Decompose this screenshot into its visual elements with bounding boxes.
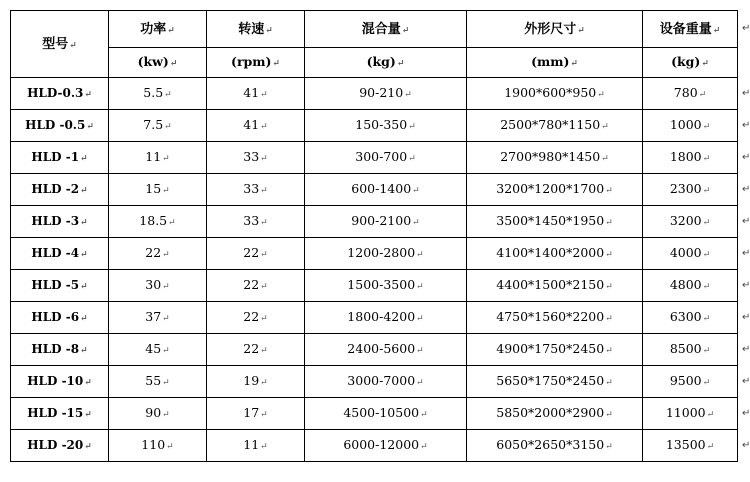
header-speed [207, 11, 305, 48]
paragraph-mark: ↵ [265, 25, 273, 36]
cell-size-value: 3500*1450*1950 [496, 213, 605, 228]
cell-size [467, 238, 643, 270]
cell-size-value: 4750*1560*2200 [496, 309, 605, 324]
cell-model [11, 270, 109, 302]
table-row [11, 206, 738, 238]
cell-size-value: 4900*1750*2450 [496, 341, 605, 356]
cell-mix-value: 600-1400 [351, 181, 412, 196]
header-mix [305, 11, 467, 48]
cell-weight [643, 430, 738, 462]
cell-mix [305, 430, 467, 462]
cell-size-value: 4100*1400*2000 [496, 245, 605, 260]
spec-table-body [11, 11, 738, 462]
cell-model [11, 78, 109, 110]
cell-speed-value: 22 [243, 245, 260, 260]
cell-weight [643, 174, 738, 206]
unit-speed [207, 48, 305, 78]
paragraph-mark: ↵ [702, 346, 711, 356]
cell-size-value: 2500*780*1150 [500, 117, 601, 132]
paragraph-mark: ↵ [69, 40, 77, 51]
cell-mix-value: 4500-10500 [343, 405, 420, 420]
cell-size [467, 302, 643, 334]
cell-power-value: 11 [145, 149, 162, 164]
cell-speed-value: 33 [243, 149, 260, 164]
cell-size [467, 174, 643, 206]
cell-speed [207, 334, 305, 366]
paragraph-mark: ↵ [401, 25, 410, 36]
cell-speed-value: 22 [243, 341, 260, 356]
paragraph-mark: ↵ [605, 314, 613, 324]
paragraph-mark: ↵ [80, 218, 88, 228]
cell-mix [305, 302, 467, 334]
paragraph-mark: ↵ [162, 410, 170, 420]
row-end-mark: ↵ [742, 152, 750, 163]
cell-mix [305, 334, 467, 366]
spec-table [10, 10, 738, 462]
row-end-mark: ↵ [742, 88, 750, 99]
paragraph-mark: ↵ [412, 186, 420, 196]
unit-size [467, 48, 643, 78]
cell-size-value: 5850*2000*2900 [496, 405, 605, 420]
paragraph-mark: ↵ [702, 250, 711, 260]
cell-power-value: 7.5 [143, 117, 164, 132]
cell-speed-value: 17 [243, 405, 260, 420]
cell-mix [305, 366, 467, 398]
cell-weight-value: 1800 [669, 149, 702, 164]
cell-model-value: HLD -2 [31, 182, 80, 196]
cell-model [11, 398, 109, 430]
cell-mix-value: 2400-5600 [347, 341, 416, 356]
cell-size [467, 430, 643, 462]
cell-power [109, 78, 207, 110]
unit-power [109, 48, 207, 78]
paragraph-mark: ↵ [702, 282, 711, 292]
paragraph-mark: ↵ [408, 154, 416, 164]
paragraph-mark: ↵ [162, 250, 170, 260]
paragraph-mark: ↵ [702, 378, 711, 388]
cell-model [11, 302, 109, 334]
cell-weight-value: 780 [673, 85, 698, 100]
cell-size [467, 334, 643, 366]
cell-power-value: 30 [145, 277, 162, 292]
cell-power-value: 37 [145, 309, 162, 324]
cell-mix-value: 1200-2800 [347, 245, 416, 260]
cell-size [467, 398, 643, 430]
cell-weight-value: 2300 [669, 181, 702, 196]
table-row [11, 366, 738, 398]
table-row [11, 334, 738, 366]
cell-weight-value: 1000 [669, 117, 702, 132]
paragraph-mark: ↵ [701, 59, 709, 69]
cell-model [11, 430, 109, 462]
unit-size-label: (mm) [531, 54, 570, 69]
header-row [11, 11, 738, 48]
cell-speed-value: 22 [243, 277, 260, 292]
cell-mix-value: 90-210 [359, 85, 404, 100]
cell-power [109, 398, 207, 430]
cell-weight [643, 302, 738, 334]
cell-speed-value: 33 [243, 213, 260, 228]
cell-size-value: 5650*1750*2450 [496, 373, 605, 388]
cell-size-value: 3200*1200*1700 [496, 181, 605, 196]
row-end-mark: ↵ [742, 184, 750, 195]
paragraph-mark: ↵ [162, 282, 170, 292]
cell-size [467, 270, 643, 302]
unit-power-label: (kw) [137, 54, 169, 69]
cell-speed [207, 366, 305, 398]
paragraph-mark: ↵ [416, 314, 424, 324]
cell-weight [643, 78, 738, 110]
cell-speed-value: 19 [243, 373, 260, 388]
paragraph-mark: ↵ [396, 59, 405, 69]
cell-model [11, 142, 109, 174]
paragraph-mark: ↵ [408, 122, 416, 132]
paragraph-mark: ↵ [260, 346, 268, 356]
cell-model-value: HLD -1 [31, 150, 80, 164]
paragraph-mark: ↵ [86, 122, 94, 132]
paragraph-mark: ↵ [260, 442, 268, 452]
paragraph-mark: ↵ [84, 378, 92, 388]
cell-power [109, 334, 207, 366]
row-end-mark: ↵ [742, 120, 750, 131]
cell-weight [643, 110, 738, 142]
cell-model-value: HLD -0.5 [25, 118, 86, 132]
paragraph-mark: ↵ [169, 59, 178, 69]
paragraph-mark: ↵ [601, 154, 609, 164]
paragraph-mark: ↵ [577, 25, 585, 36]
cell-power [109, 430, 207, 462]
header-mix-label: 混合量 [361, 21, 401, 37]
table-row [11, 398, 738, 430]
paragraph-mark: ↵ [605, 250, 613, 260]
cell-model-value: HLD -3 [31, 214, 80, 228]
cell-model [11, 334, 109, 366]
table-row [11, 270, 738, 302]
paragraph-mark: ↵ [706, 442, 715, 452]
cell-speed [207, 142, 305, 174]
row-end-mark: ↵ [742, 408, 750, 419]
cell-speed [207, 78, 305, 110]
paragraph-mark: ↵ [702, 154, 711, 164]
paragraph-mark: ↵ [162, 378, 170, 388]
cell-model-value: HLD -10 [27, 374, 84, 388]
paragraph-mark: ↵ [605, 410, 613, 420]
paragraph-mark: ↵ [698, 90, 707, 100]
row-end-mark: ↵ [742, 248, 750, 259]
unit-mix-label: (kg) [366, 54, 396, 69]
paragraph-mark: ↵ [84, 410, 92, 420]
cell-mix-value: 300-700 [355, 149, 408, 164]
paragraph-mark: ↵ [84, 442, 92, 452]
header-power [109, 11, 207, 48]
row-end-mark: ↵ [742, 376, 750, 387]
paragraph-mark: ↵ [702, 314, 711, 324]
cell-power [109, 366, 207, 398]
cell-weight-value: 6300 [669, 309, 702, 324]
paragraph-mark: ↵ [416, 378, 424, 388]
cell-speed-value: 41 [243, 117, 260, 132]
table-row [11, 238, 738, 270]
cell-model [11, 206, 109, 238]
cell-speed [207, 398, 305, 430]
paragraph-mark: ↵ [260, 410, 268, 420]
cell-size-value: 6050*2650*3150 [496, 437, 605, 452]
cell-mix [305, 110, 467, 142]
cell-mix [305, 174, 467, 206]
cell-mix [305, 206, 467, 238]
cell-power-value: 110 [141, 437, 166, 452]
cell-power [109, 142, 207, 174]
paragraph-mark: ↵ [597, 90, 605, 100]
cell-mix [305, 398, 467, 430]
header-model-label: 型号 [42, 36, 69, 52]
cell-mix-value: 1500-3500 [347, 277, 416, 292]
header-power-label: 功率 [140, 21, 167, 37]
paragraph-mark: ↵ [164, 122, 172, 132]
paragraph-mark: ↵ [404, 90, 412, 100]
paragraph-mark: ↵ [601, 122, 609, 132]
cell-size [467, 206, 643, 238]
row-end-mark: ↵ [742, 344, 750, 355]
header-size-label: 外形尺寸 [524, 21, 577, 37]
paragraph-mark: ↵ [412, 218, 420, 228]
paragraph-mark: ↵ [162, 154, 170, 164]
cell-speed-value: 33 [243, 181, 260, 196]
paragraph-mark: ↵ [260, 378, 268, 388]
cell-mix-value: 900-2100 [351, 213, 412, 228]
cell-mix [305, 78, 467, 110]
header-speed-label: 转速 [238, 21, 265, 37]
paragraph-mark: ↵ [166, 442, 174, 452]
cell-speed [207, 302, 305, 334]
cell-power-value: 18.5 [139, 213, 168, 228]
cell-weight-value: 4000 [669, 245, 702, 260]
cell-size [467, 78, 643, 110]
cell-model [11, 174, 109, 206]
cell-weight-value: 8500 [669, 341, 702, 356]
paragraph-mark: ↵ [605, 186, 613, 196]
cell-mix [305, 270, 467, 302]
cell-weight [643, 206, 738, 238]
cell-weight-value: 9500 [669, 373, 702, 388]
header-model [11, 11, 109, 78]
cell-power [109, 174, 207, 206]
paragraph-mark: ↵ [260, 218, 268, 228]
cell-power-value: 22 [145, 245, 162, 260]
paragraph-mark: ↵ [570, 59, 578, 69]
cell-power [109, 270, 207, 302]
cell-size [467, 142, 643, 174]
cell-speed [207, 270, 305, 302]
cell-mix-value: 6000-12000 [343, 437, 420, 452]
cell-weight [643, 270, 738, 302]
table-row [11, 174, 738, 206]
cell-mix-value: 3000-7000 [347, 373, 416, 388]
cell-speed [207, 174, 305, 206]
paragraph-mark: ↵ [84, 90, 92, 100]
cell-speed-value: 11 [243, 437, 260, 452]
paragraph-mark: ↵ [80, 314, 88, 324]
paragraph-mark: ↵ [260, 314, 268, 324]
paragraph-mark: ↵ [702, 218, 711, 228]
cell-size [467, 110, 643, 142]
cell-model-value: HLD -4 [31, 246, 80, 260]
cell-power-value: 15 [145, 181, 162, 196]
cell-size-value: 2700*980*1450 [500, 149, 601, 164]
paragraph-mark: ↵ [605, 442, 613, 452]
paragraph-mark: ↵ [260, 186, 268, 196]
paragraph-mark: ↵ [260, 154, 268, 164]
table-row [11, 302, 738, 334]
paragraph-mark: ↵ [420, 442, 428, 452]
cell-power [109, 302, 207, 334]
header-weight-label: 设备重量 [659, 21, 712, 37]
cell-model-value: HLD -15 [27, 406, 84, 420]
unit-weight [643, 48, 738, 78]
paragraph-mark: ↵ [420, 410, 428, 420]
paragraph-mark: ↵ [167, 25, 175, 36]
paragraph-mark: ↵ [605, 282, 613, 292]
cell-size-value: 4400*1500*2150 [496, 277, 605, 292]
paragraph-mark: ↵ [162, 346, 170, 356]
cell-model-value: HLD -6 [31, 310, 80, 324]
cell-weight-value: 4800 [669, 277, 702, 292]
header-weight [643, 11, 738, 48]
cell-model [11, 366, 109, 398]
paragraph-mark: ↵ [260, 90, 268, 100]
paragraph-mark: ↵ [80, 282, 88, 292]
cell-model-value: HLD -8 [31, 342, 80, 356]
paragraph-mark: ↵ [80, 154, 88, 164]
paragraph-mark: ↵ [416, 282, 424, 292]
paragraph-mark: ↵ [80, 250, 88, 260]
paragraph-mark: ↵ [162, 314, 170, 324]
cell-model-value: HLD -5 [31, 278, 80, 292]
paragraph-mark: ↵ [702, 186, 711, 196]
cell-size [467, 366, 643, 398]
unit-mix [305, 48, 467, 78]
row-end-mark: ↵ [742, 216, 750, 227]
paragraph-mark: ↵ [605, 218, 613, 228]
cell-weight [643, 334, 738, 366]
cell-speed-value: 22 [243, 309, 260, 324]
cell-power-value: 45 [145, 341, 162, 356]
paragraph-mark: ↵ [702, 122, 711, 132]
unit-weight-label: (kg) [671, 54, 701, 69]
paragraph-mark: ↵ [605, 346, 613, 356]
cell-power-value: 55 [145, 373, 162, 388]
table-row [11, 78, 738, 110]
row-end-mark: ↵ [742, 440, 750, 451]
header-size [467, 11, 643, 48]
paragraph-mark: ↵ [260, 250, 268, 260]
cell-speed [207, 238, 305, 270]
cell-mix-value: 1800-4200 [347, 309, 416, 324]
paragraph-mark: ↵ [272, 59, 280, 69]
row-end-mark: ↵ [742, 312, 750, 323]
table-row [11, 110, 738, 142]
cell-mix [305, 142, 467, 174]
paragraph-mark: ↵ [416, 346, 424, 356]
cell-weight-value: 13500 [665, 437, 706, 452]
cell-power [109, 110, 207, 142]
cell-mix [305, 238, 467, 270]
row-end-mark: ↵ [742, 23, 750, 34]
cell-weight [643, 398, 738, 430]
cell-weight [643, 238, 738, 270]
cell-weight [643, 142, 738, 174]
cell-speed [207, 110, 305, 142]
paragraph-mark: ↵ [706, 410, 715, 420]
cell-model [11, 238, 109, 270]
cell-weight-value: 3200 [669, 213, 702, 228]
cell-power-value: 90 [145, 405, 162, 420]
table-row [11, 430, 738, 462]
unit-speed-label: (rpm) [231, 54, 272, 69]
paragraph-mark: ↵ [164, 90, 172, 100]
cell-speed-value: 41 [243, 85, 260, 100]
cell-mix-value: 150-350 [355, 117, 408, 132]
cell-weight [643, 366, 738, 398]
cell-model-value: HLD -20 [27, 438, 84, 452]
cell-weight-value: 11000 [665, 405, 706, 420]
cell-power [109, 206, 207, 238]
paragraph-mark: ↵ [168, 218, 176, 228]
cell-size-value: 1900*600*950 [504, 85, 597, 100]
paragraph-mark: ↵ [260, 122, 268, 132]
row-end-mark: ↵ [742, 280, 750, 291]
cell-speed [207, 206, 305, 238]
table-row [11, 142, 738, 174]
paragraph-mark: ↵ [162, 186, 170, 196]
paragraph-mark: ↵ [80, 346, 88, 356]
paragraph-mark: ↵ [712, 25, 721, 36]
cell-model [11, 110, 109, 142]
cell-model-value: HLD-0.3 [27, 86, 84, 100]
cell-speed [207, 430, 305, 462]
paragraph-mark: ↵ [416, 250, 424, 260]
paragraph-mark: ↵ [605, 378, 613, 388]
paragraph-mark: ↵ [80, 186, 88, 196]
unit-row [11, 48, 738, 78]
cell-power-value: 5.5 [143, 85, 164, 100]
paragraph-mark: ↵ [260, 282, 268, 292]
cell-power [109, 238, 207, 270]
